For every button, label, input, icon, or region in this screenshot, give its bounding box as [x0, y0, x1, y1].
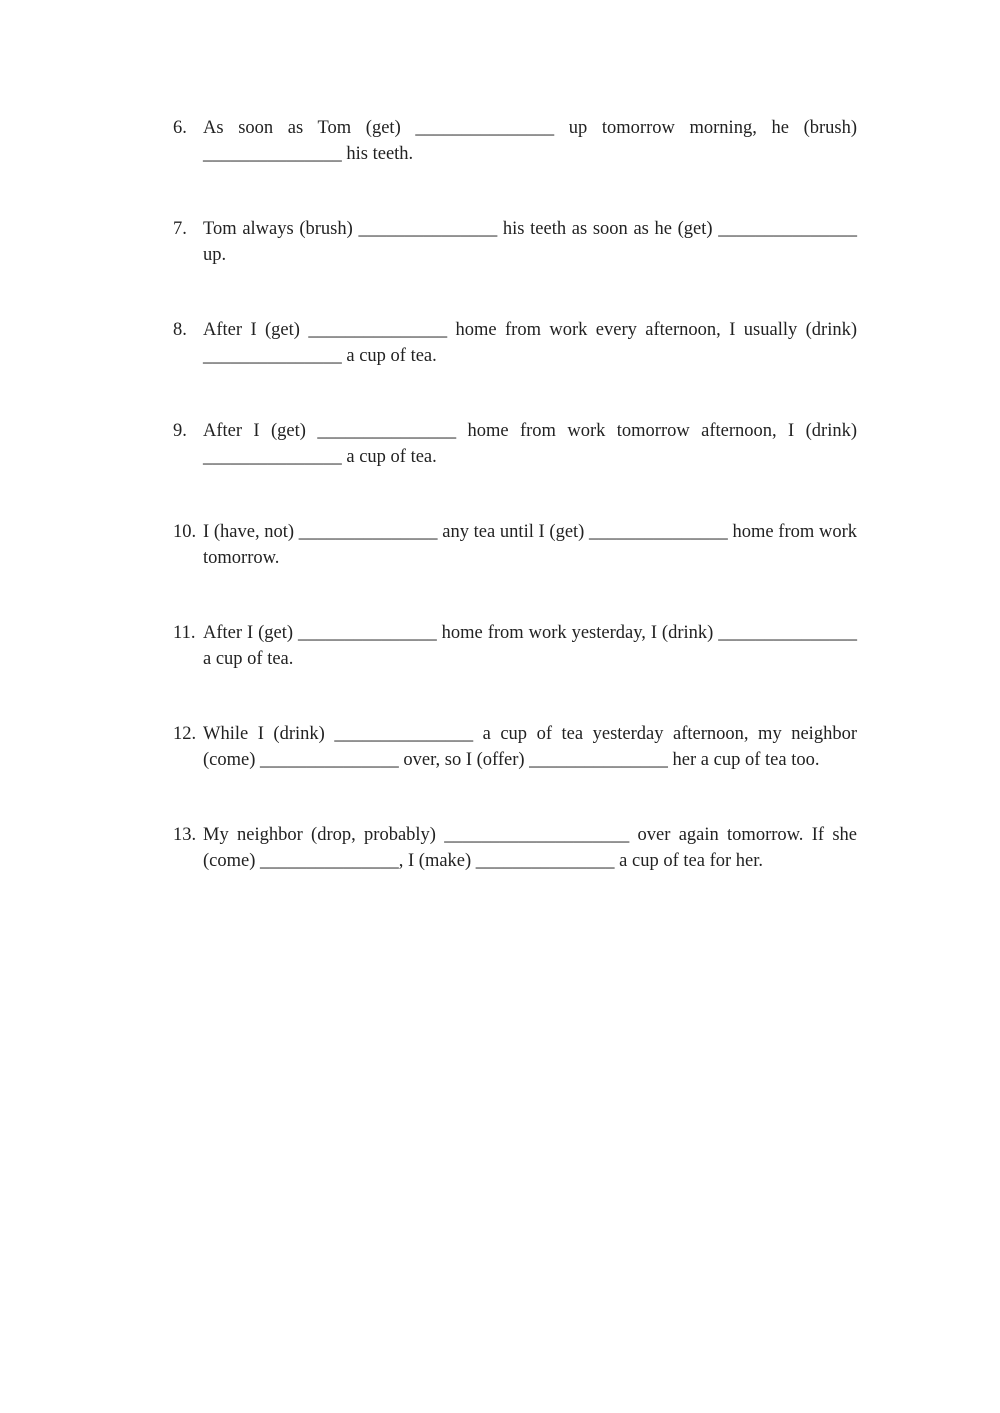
exercise-10: [173, 520, 857, 571]
exercise-sentence: While I (drink) _______________ a cup of tea yesterday afternoon, my neighbor (come) _______________ over, so I (offer) _______________ her a cup of tea too.: [203, 724, 857, 770]
exercise-11: [173, 621, 857, 672]
exercise-9: [173, 419, 857, 470]
worksheet: [173, 116, 857, 924]
exercise-sentence: After I (get) _______________ home from work every afternoon, I usually (drink) _______________ a cup of tea.: [203, 320, 857, 366]
exercise-number: 11.: [173, 623, 196, 643]
exercise-sentence: Tom always (brush) _______________ his teeth as soon as he (get) _______________ up.: [203, 219, 857, 265]
exercise-sentence: I (have, not) _______________ any tea until I (get) _______________ home from work tomorrow.: [203, 522, 857, 568]
exercise-6: [173, 116, 857, 167]
exercise-sentence: After I (get) _______________ home from work tomorrow afternoon, I (drink) _______________ a cup of tea.: [203, 421, 857, 467]
exercise-number: 8.: [173, 320, 187, 340]
exercise-number: 13.: [173, 825, 197, 845]
exercise-number: 7.: [173, 219, 187, 239]
exercise-8: [173, 318, 857, 369]
exercise-number: 12.: [173, 724, 197, 744]
exercise-number: 6.: [173, 118, 187, 138]
exercise-7: [173, 217, 857, 268]
exercise-13: [173, 823, 857, 874]
exercise-sentence: My neighbor (drop, probably) ____________________ over again tomorrow. If she (come) _______________, I (make) _______________ a cup of tea for her.: [203, 825, 857, 871]
exercise-number: 10.: [173, 522, 197, 542]
exercise-number: 9.: [173, 421, 187, 441]
exercise-sentence: As soon as Tom (get) _______________ up tomorrow morning, he (brush) _______________ his teeth.: [203, 118, 857, 164]
exercise-sentence: After I (get) _______________ home from work yesterday, I (drink) _______________ a cup of tea.: [203, 623, 857, 669]
exercise-12: [173, 722, 857, 773]
